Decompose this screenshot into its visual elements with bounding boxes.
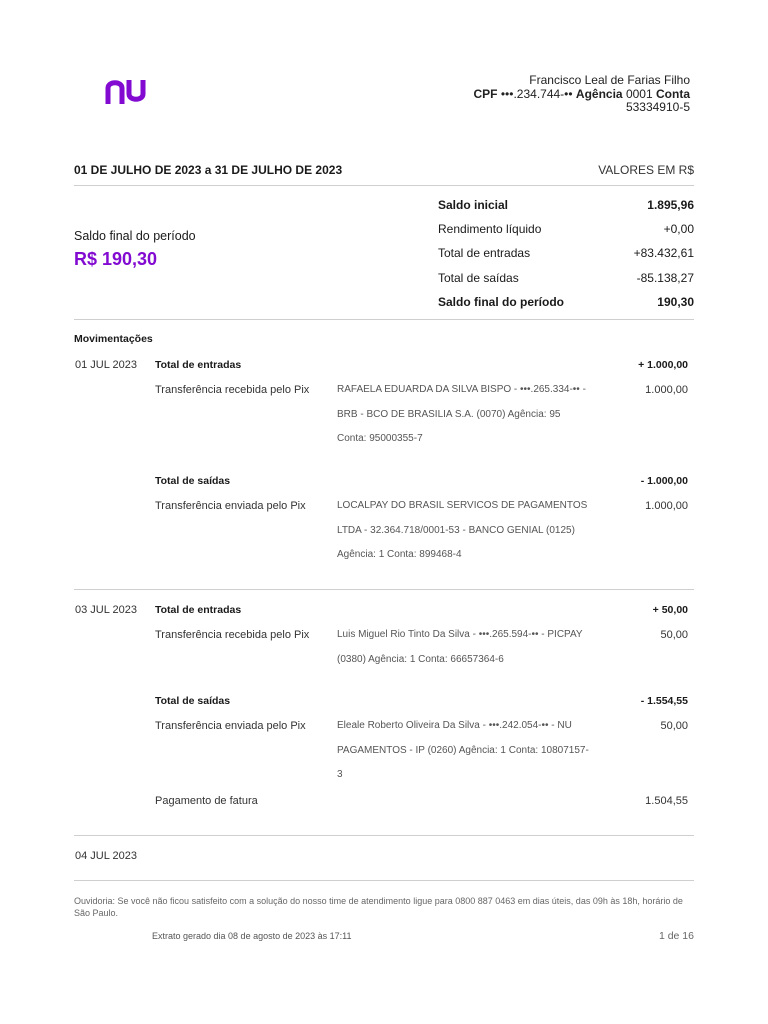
- conta-value: 53334910-5: [625, 100, 690, 114]
- summary-label: Total de entradas: [438, 246, 531, 260]
- currency-note: VALORES EM R$: [598, 163, 694, 177]
- summary-row: [438, 246, 694, 262]
- statement-period: 01 DE JULHO DE 2023 a 31 DE JULHO DE 2023: [74, 163, 343, 177]
- account-info: [474, 74, 690, 115]
- transaction-description: Eleale Roberto Oliveira Da Silva - •••.242.054-•• - NU PAGAMENTOS - IP (0260) Agência: 1 Conta: 10807157-3: [337, 720, 589, 780]
- group-total: - 1.000,00: [640, 475, 688, 487]
- summary-label: Rendimento líquido: [438, 222, 542, 236]
- summary-row: [438, 271, 694, 287]
- movement-date: 01 JUL 2023: [75, 359, 137, 371]
- group-label: Total de entradas: [155, 359, 242, 371]
- divider: [74, 835, 694, 836]
- movement-group-header: [155, 359, 688, 371]
- conta-label: Conta: [656, 86, 690, 101]
- movement-group-header: [155, 604, 688, 616]
- agencia-label: Agência: [575, 86, 623, 101]
- summary-value: +0,00: [663, 222, 694, 236]
- transaction-amount: 1.000,00: [645, 500, 688, 512]
- group-label: Total de entradas: [155, 604, 242, 616]
- transaction-amount: 50,00: [660, 629, 688, 641]
- group-total: + 1.000,00: [638, 359, 688, 371]
- final-balance-label: Saldo final do período: [74, 229, 196, 243]
- page-number: 1 de 16: [658, 930, 694, 942]
- summary-label: Saldo inicial: [438, 198, 509, 212]
- movements-title: Movimentações: [74, 333, 153, 345]
- movement-date: 03 JUL 2023: [75, 604, 137, 616]
- transaction-description: RAFAELA EDUARDA DA SILVA BISPO - •••.265.334-•• - BRB - BCO DE BRASILIA S.A. (0070) Agência: 95 Conta: 95000355-7: [337, 384, 586, 444]
- nubank-logo: [104, 76, 148, 106]
- summary-row: [438, 222, 694, 238]
- transaction-label: Transferência recebida pelo Pix: [155, 629, 310, 641]
- transaction-description: Luis Miguel Rio Tinto Da Silva - •••.265.594-•• - PICPAY (0380) Agência: 1 Conta: 66657364-6: [337, 629, 583, 665]
- agencia-value: 0001: [625, 86, 653, 101]
- transaction-amount: 1.504,55: [645, 795, 688, 807]
- account-holder-name: Francisco Leal de Farias Filho: [529, 73, 690, 87]
- summary-value: 190,30: [657, 295, 694, 309]
- account-ids-line: [474, 88, 690, 102]
- transaction-amount: 50,00: [660, 720, 688, 732]
- group-total: + 50,00: [652, 604, 688, 616]
- movement-group-header: [155, 475, 688, 487]
- summary-value: 1.895,96: [647, 198, 694, 212]
- group-total: - 1.554,55: [640, 695, 688, 707]
- final-balance-value: R$ 190,30: [74, 249, 158, 269]
- cpf-value: •••.234.744-••: [500, 86, 573, 101]
- summary-label: Saldo final do período: [438, 295, 564, 309]
- transaction-label: Transferência enviada pelo Pix: [155, 500, 306, 512]
- generated-date: Extrato gerado dia 08 de agosto de 2023 às 17:11: [152, 931, 352, 941]
- ombudsman-note: Ouvidoria: Se você não ficou satisfeito com a solução do nosso time de atendimento ligue para 0800 887 0463 em dias úteis, das 09h às 18h, horário de São Paulo.: [74, 896, 683, 918]
- cpf-label: CPF: [473, 86, 498, 101]
- transaction-label: Transferência recebida pelo Pix: [155, 384, 310, 396]
- summary-row: [438, 198, 694, 214]
- divider: [74, 185, 694, 186]
- divider: [74, 319, 694, 320]
- summary-row: [438, 295, 694, 311]
- movement-date: 04 JUL 2023: [75, 850, 137, 862]
- summary-label: Total de saídas: [438, 271, 519, 285]
- group-label: Total de saídas: [155, 475, 231, 487]
- divider: [74, 589, 694, 590]
- transaction-label: Pagamento de fatura: [155, 795, 258, 807]
- divider: [74, 880, 694, 881]
- movement-group-header: [155, 695, 688, 707]
- transaction-description: LOCALPAY DO BRASIL SERVICOS DE PAGAMENTOS LTDA - 32.364.718/0001-53 - BANCO GENIAL (0125) Agência: 1 Conta: 899468-4: [337, 500, 588, 560]
- transaction-amount: 1.000,00: [645, 384, 688, 396]
- summary-value: -85.138,27: [636, 271, 694, 285]
- group-label: Total de saídas: [155, 695, 231, 707]
- transaction-label: Transferência enviada pelo Pix: [155, 720, 306, 732]
- summary-value: +83.432,61: [633, 246, 694, 260]
